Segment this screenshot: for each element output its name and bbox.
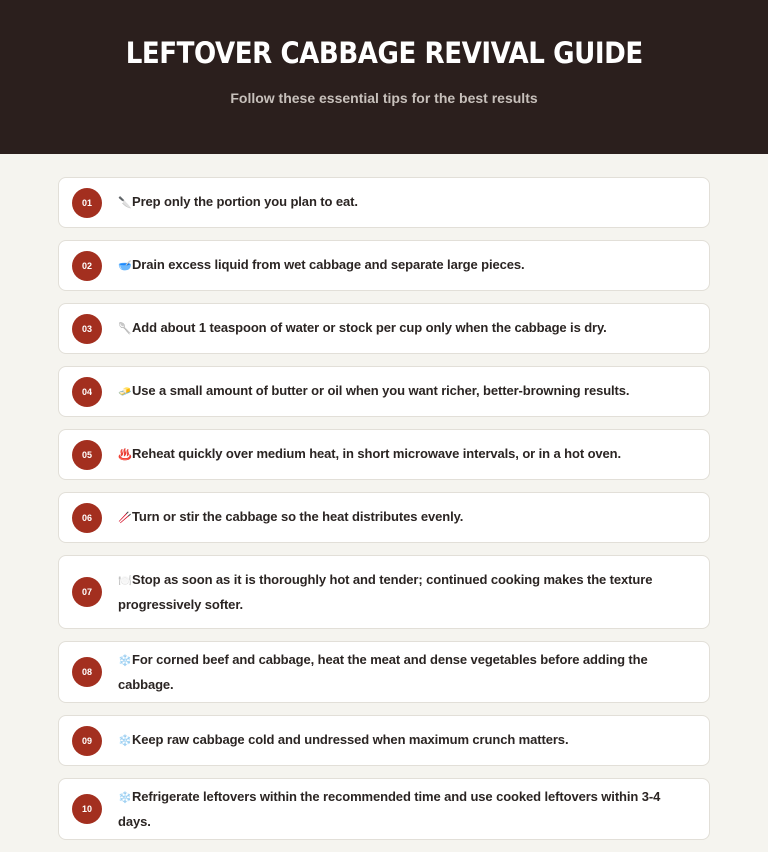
tip-card <box>58 429 710 480</box>
page-title: LEFTOVER CABBAGE REVIVAL GUIDE <box>125 36 643 70</box>
tip-label: Reheat quickly over medium heat, in short microwave intervals, or in a hot oven. <box>132 446 622 461</box>
tip-card <box>58 240 710 291</box>
tips-list <box>0 154 768 840</box>
step-number-badge: 05 <box>72 440 102 470</box>
tip-text <box>118 190 358 215</box>
step-number-badge: 02 <box>72 251 102 281</box>
tip-card <box>58 366 710 417</box>
step-number-badge: 08 <box>72 657 102 687</box>
snowflake-icon: ❄️ <box>118 735 132 747</box>
step-number-badge: 03 <box>72 314 102 344</box>
bowl-icon: 🥣 <box>118 260 132 272</box>
step-number-badge: 09 <box>72 726 102 756</box>
tip-label: Prep only the portion you plan to eat. <box>132 194 358 209</box>
tip-text <box>118 728 568 753</box>
tip-text <box>118 316 607 341</box>
utensils-icon: 🍽️ <box>118 575 132 587</box>
tip-label: Keep raw cabbage cold and undressed when maximum crunch matters. <box>132 732 569 747</box>
tip-text <box>118 442 621 467</box>
droplet-icon: 🥄 <box>118 323 132 335</box>
tip-label: Refrigerate leftovers within the recommended time and use cooked leftovers within 3-4 days. <box>118 789 661 829</box>
steam-icon: ♨️ <box>118 449 132 461</box>
tip-text <box>118 648 693 696</box>
step-number-badge: 07 <box>72 577 102 607</box>
knife-icon: 🔪 <box>118 197 132 209</box>
snowflake-icon: ❄️ <box>118 655 132 667</box>
tip-label: Use a small amount of butter or oil when you want richer, better-browning results. <box>132 383 630 398</box>
tip-label: Drain excess liquid from wet cabbage and separate large pieces. <box>132 257 525 272</box>
tip-text <box>118 505 463 530</box>
tip-text <box>118 785 693 833</box>
tip-card <box>58 778 710 840</box>
step-number-badge: 06 <box>72 503 102 533</box>
tip-card <box>58 641 710 703</box>
tip-label: Turn or stir the cabbage so the heat distributes evenly. <box>132 509 464 524</box>
tip-text <box>118 253 525 278</box>
tip-card <box>58 177 710 228</box>
page-subtitle: Follow these essential tips for the best results <box>230 90 538 106</box>
spoon-stir-icon: 🥢 <box>118 512 132 524</box>
tip-label: For corned beef and cabbage, heat the meat and dense vegetables before adding the cabbage. <box>118 652 648 692</box>
tip-label: Stop as soon as it is thoroughly hot and tender; continued cooking makes the texture progressively softer. <box>118 572 653 612</box>
tip-card <box>58 492 710 543</box>
step-number-badge: 04 <box>72 377 102 407</box>
tip-label: Add about 1 teaspoon of water or stock per cup only when the cabbage is dry. <box>132 320 607 335</box>
page-header <box>0 0 768 154</box>
tip-card <box>58 303 710 354</box>
step-number-badge: 01 <box>72 188 102 218</box>
tip-text <box>118 379 629 404</box>
snowflake-icon: ❄️ <box>118 792 132 804</box>
tip-text <box>118 568 693 616</box>
tip-card <box>58 715 710 766</box>
step-number-badge: 10 <box>72 794 102 824</box>
butter-icon: 🧈 <box>118 386 132 398</box>
tip-card <box>58 555 710 629</box>
